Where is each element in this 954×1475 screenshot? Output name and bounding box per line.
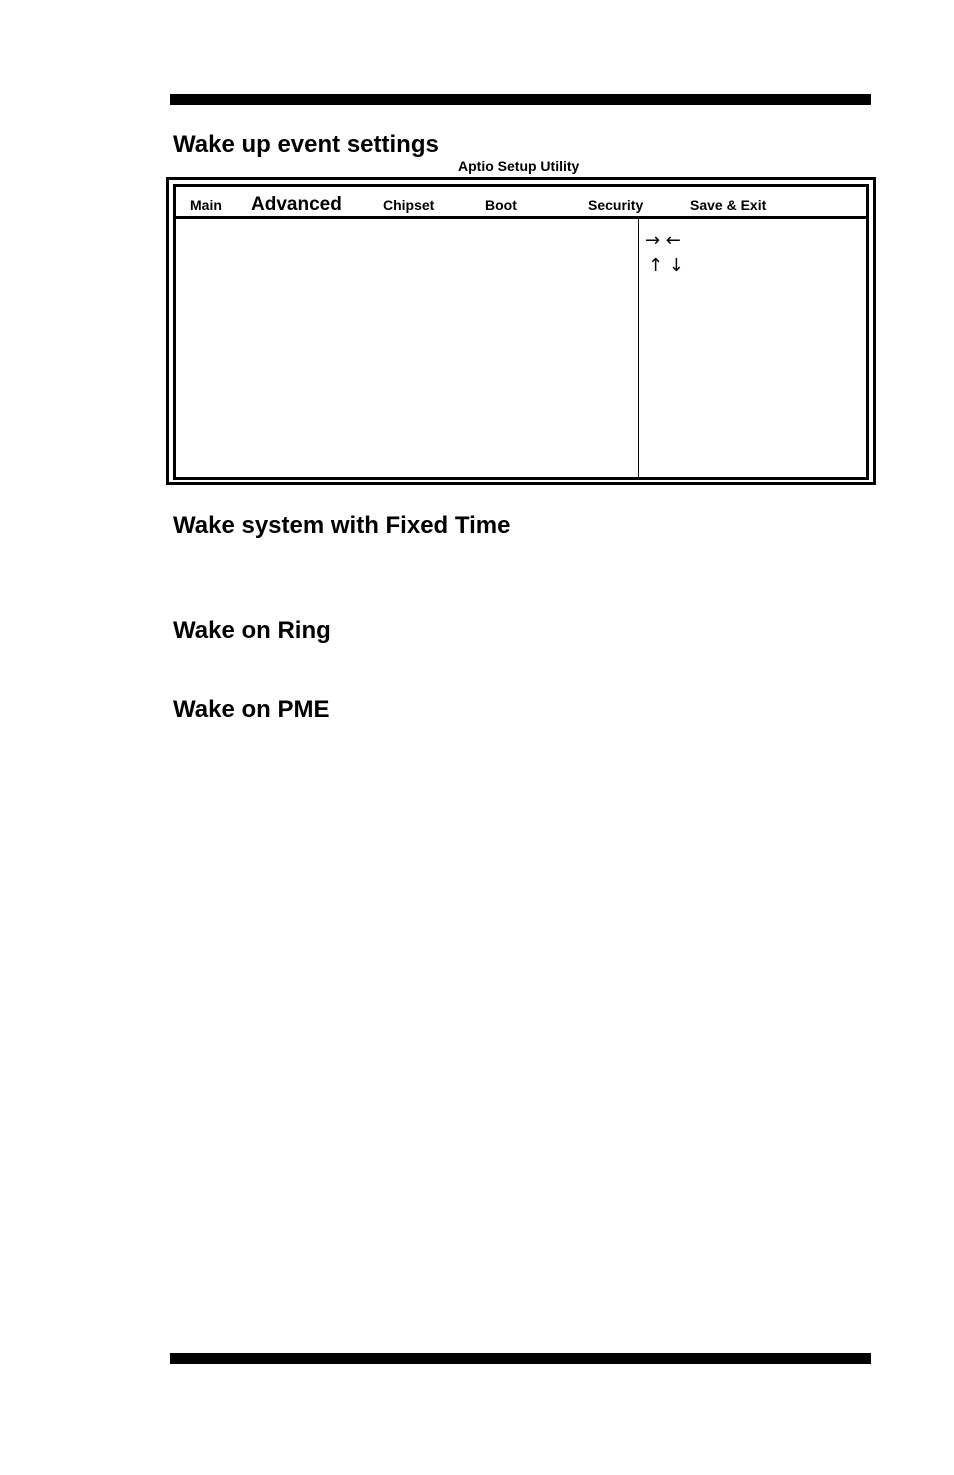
option-title-wake-on-ring: Wake on Ring xyxy=(173,617,331,644)
bios-inner-frame xyxy=(173,184,869,480)
section-title: Wake up event settings xyxy=(173,131,439,158)
utility-title: Aptio Setup Utility xyxy=(458,158,580,174)
settings-pane xyxy=(176,219,639,477)
option-title-fixed-time: Wake system with Fixed Time xyxy=(173,512,511,539)
bottom-rule xyxy=(170,1353,871,1364)
up-down-arrows-icon: ↑ ↓ xyxy=(648,255,684,276)
top-rule xyxy=(170,94,871,105)
menu-tab-chipset[interactable]: Chipset xyxy=(383,197,435,213)
option-title-wake-on-pme: Wake on PME xyxy=(173,696,330,723)
menu-bar xyxy=(176,187,866,219)
bios-setup-screen xyxy=(166,177,876,485)
help-pane xyxy=(639,219,866,477)
menu-tab-security[interactable]: Security xyxy=(588,197,644,213)
menu-tab-main[interactable]: Main xyxy=(190,197,222,213)
left-right-arrows-icon: → ← xyxy=(645,230,681,251)
menu-tab-boot[interactable]: Boot xyxy=(485,197,517,213)
menu-tab-save-exit[interactable]: Save & Exit xyxy=(690,197,767,213)
menu-tab-advanced[interactable]: Advanced xyxy=(251,194,342,215)
